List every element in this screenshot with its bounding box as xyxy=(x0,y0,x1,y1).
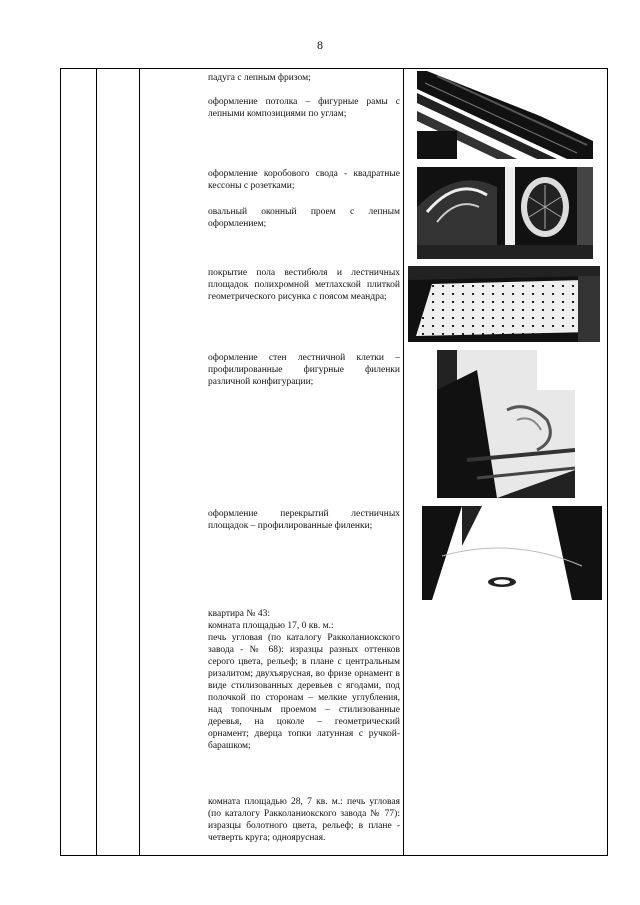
paragraph-vault: оформление коробового свода - квадратные кессоны с розетками; xyxy=(208,169,400,191)
column-divider-2 xyxy=(139,69,140,855)
column-divider-1 xyxy=(96,69,97,855)
page-number: 8 xyxy=(317,38,323,52)
paragraph-apartment: квартира № 43: xyxy=(208,609,270,619)
photo-landing-ceiling xyxy=(422,506,602,600)
paragraph-stair-walls: оформление стен лестничной клетки – профилированные фигурные филенки различной конфигурации; xyxy=(208,353,400,387)
paragraph-room-28: комната площадью 28, 7 кв. м.: печь угловая (по каталогу Ракколаниокского завода № 77): изразцы болотного цвета, рельеф; в плане - четверть круга; одноярусная. xyxy=(208,797,400,843)
photo-stair-wall-panels xyxy=(437,350,575,498)
photo-ceiling-frieze xyxy=(417,71,593,159)
paragraph-floor: покрытие пола вестибюля и лестничных площадок полихромной метлахской плиткой геометрического рисунка с поясом меандра; xyxy=(208,268,400,302)
paragraph-room-17: комната площадью 17, 0 кв. м.: xyxy=(208,621,334,631)
monument-table xyxy=(60,68,608,856)
photo-vault-oval-window xyxy=(417,167,593,259)
paragraph-oval-window: овальный оконный проем с лепным оформлением; xyxy=(208,207,400,229)
paragraph-frieze: падуга с лепным фризом; xyxy=(208,73,311,83)
column-divider-3 xyxy=(403,69,404,855)
photo-tiled-floor xyxy=(408,266,600,342)
paragraph-ceiling: оформление потолка – фигурные рамы с лепными композициями по углам; xyxy=(208,97,400,119)
paragraph-stove-68: печь угловая (по каталогу Ракколаниокского завода - № 68): изразцы разных оттенков серого цвета, рельеф; в плане с центральным ризалитом; двухъярусная, во фризе орнамент в виде стилизованных деревьев с ягодами, под полочкой по сторонам – мелкие углубления, над топочным проемом – стилизованные деревья, на цоколе – геометрический орнамент; дверца топки латунная с ручкой-барашком; xyxy=(208,633,400,751)
paragraph-landings: оформление перекрытий лестничных площадок – профилированные филенки; xyxy=(208,509,400,531)
